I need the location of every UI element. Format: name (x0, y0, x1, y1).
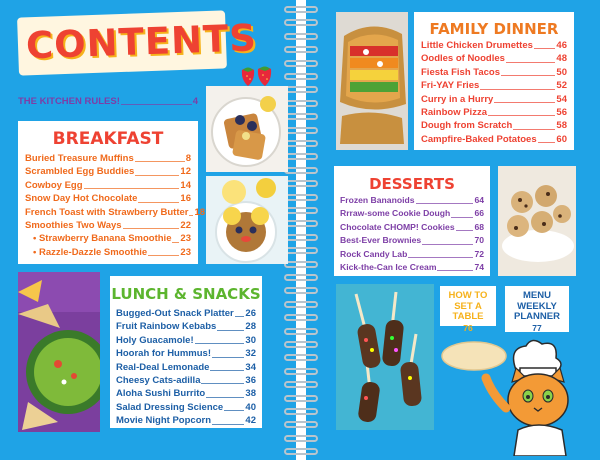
toc-entry[interactable] (116, 320, 256, 333)
toc-page-number: 66 (474, 208, 484, 219)
toc-page-number: 70 (474, 235, 484, 246)
toc-page-number: 30 (245, 334, 256, 346)
toc-entry[interactable] (116, 307, 256, 320)
toc-label: Frozen Bananoids (340, 194, 415, 205)
desserts-section (334, 166, 490, 276)
toc-entry[interactable] (25, 232, 191, 245)
toc-leader (451, 217, 473, 218)
toc-page-number: 34 (245, 361, 256, 373)
spiral-ring (284, 46, 318, 53)
toc-entry[interactable] (116, 361, 256, 374)
menu-weekly-page: 77 (532, 322, 542, 333)
toc-label: Buried Treasure Muffins (25, 152, 134, 164)
toc-page-number: 48 (556, 53, 567, 65)
toc-leader (135, 175, 179, 176)
spiral-ring (284, 100, 318, 107)
guacamole-illustration (18, 272, 100, 432)
spiral-ring (284, 354, 318, 361)
toc-leader (456, 230, 474, 231)
toc-label: Holy Guacamole! (116, 334, 194, 346)
toc-label: Campfire-Baked Potatoes (421, 133, 537, 145)
toc-label: • Razzle-Dazzle Smoothie (33, 246, 148, 258)
strawberries-icon (238, 62, 278, 88)
spiral-ring (284, 247, 318, 254)
spiral-ring (284, 328, 318, 335)
toc-leader (224, 410, 244, 411)
toc-page-number: 4 (192, 95, 198, 107)
lunch-snacks-section (110, 276, 262, 428)
toc-label: Rainbow Pizza (421, 106, 487, 118)
toc-leader (135, 161, 185, 162)
toc-label: Movie Night Popcorn (116, 415, 211, 427)
spiral-ring (284, 207, 318, 214)
spiral-ring (284, 421, 318, 428)
toc-page-number: 36 (245, 374, 256, 386)
toc-label: Snow Day Hot Chocolate (25, 193, 138, 205)
family-dinner-section (414, 12, 574, 150)
toc-entry[interactable] (340, 248, 484, 261)
toc-leader (506, 62, 555, 63)
toc-leader (212, 357, 244, 358)
toc-leader (206, 397, 244, 398)
toc-label: Salad Dressing Science (116, 401, 224, 413)
toc-page-number: 54 (556, 93, 567, 105)
toc-leader (422, 244, 473, 245)
spiral-ring (284, 153, 318, 160)
toc-label: Smoothies Two Ways (25, 219, 122, 231)
toc-page-number: 38 (245, 388, 256, 400)
toc-entry[interactable] (116, 334, 256, 347)
spiral-ring (284, 19, 318, 26)
toc-leader (501, 75, 555, 76)
family-heading: FAMILY DINNER (429, 20, 559, 38)
spiral-ring (284, 301, 318, 308)
toc-label: Kick-the-Can Ice Cream (340, 261, 437, 272)
toc-entry[interactable] (340, 221, 484, 234)
toc-leader (408, 257, 473, 258)
spiral-ring (284, 33, 318, 40)
toc-entry[interactable] (25, 206, 206, 219)
spiral-ring (284, 341, 318, 348)
toc-label: Oodles of Noodles (421, 53, 505, 65)
toast-photo (206, 86, 288, 172)
toc-leader (488, 115, 555, 116)
spiral-ring (284, 287, 318, 294)
spiral-ring (284, 180, 318, 187)
toc-label: • Strawberry Banana Smoothie (33, 233, 172, 245)
toc-label: Little Chicken Drumettes (421, 39, 533, 51)
toc-label: Curry in a Hurry (421, 93, 494, 105)
toast-illustration (206, 86, 288, 172)
toc-entry[interactable] (421, 93, 567, 106)
toc-page-number: 28 (245, 321, 256, 333)
toc-label: Rock Candy Lab (340, 248, 408, 259)
spiral-ring (284, 448, 318, 455)
toc-entry[interactable] (421, 66, 567, 79)
toc-page-number: 58 (556, 120, 567, 132)
toc-leader (480, 89, 555, 90)
toc-label: Dough from Scratch (421, 120, 513, 132)
spiral-ring (284, 381, 318, 388)
toc-page-number: 18 (194, 206, 206, 218)
toc-label: Best-Ever Brownies (340, 235, 422, 246)
toc-leader (416, 203, 474, 204)
breakfast-section (18, 121, 206, 264)
toc-leader (148, 255, 179, 256)
toc-entry[interactable] (340, 194, 484, 207)
lunch-heading: LUNCH & SNACKS (111, 285, 261, 303)
bananoids-illustration (336, 284, 434, 430)
toc-label: Rrraw-some Cookie Dough (340, 208, 451, 219)
toc-leader (437, 270, 473, 271)
toc-page-number: 74 (474, 261, 484, 272)
toc-label: Bugged-Out Snack Platter (116, 307, 234, 319)
toc-leader (121, 104, 192, 105)
toc-page-number: 14 (180, 179, 191, 191)
toc-entry[interactable] (25, 152, 191, 165)
toc-entry[interactable] (25, 219, 191, 232)
spiral-spine (296, 0, 306, 460)
egg-buddies-illustration (206, 176, 288, 264)
egg-buddies-photo (206, 176, 288, 264)
spiral-ring (284, 194, 318, 201)
toc-page-number: 22 (180, 219, 191, 231)
page-title: CONTENTS (25, 16, 258, 68)
contents-title-banner (17, 10, 258, 75)
toc-page-number: 68 (474, 221, 484, 232)
menu-weekly-planner-card[interactable] (505, 286, 569, 332)
toc-leader (138, 202, 179, 203)
toc-entry[interactable] (421, 79, 567, 92)
toc-entry[interactable] (116, 414, 256, 427)
spiral-ring (284, 140, 318, 147)
toc-entry[interactable] (340, 261, 484, 274)
toc-leader (172, 242, 179, 243)
menu-weekly-line1: MENU WEEKLY (517, 290, 557, 312)
toc-entry[interactable] (340, 207, 484, 220)
toc-label: Hoorah for Hummus! (116, 348, 211, 360)
toc-entry[interactable] (116, 387, 256, 400)
desserts-list (334, 194, 490, 274)
breakfast-list (18, 152, 206, 259)
toc-page-number: 12 (180, 166, 191, 178)
toc-label: Cheesy Cats-adilla (116, 374, 201, 386)
toc-entry[interactable] (25, 246, 191, 259)
toc-page-number: 40 (245, 401, 256, 413)
lunch-list (110, 307, 262, 428)
toc-label: Cowboy Egg (25, 179, 83, 191)
how-to-page: 76 (463, 322, 473, 333)
how-to-line1: HOW TO (448, 290, 488, 301)
spiral-ring (284, 127, 318, 134)
toc-entry[interactable] (421, 106, 567, 119)
spiral-ring (284, 274, 318, 281)
spiral-ring (284, 73, 318, 80)
toc-leader (210, 370, 244, 371)
toc-entry[interactable] (116, 374, 256, 387)
spiral-ring (284, 395, 318, 402)
toc-label: Real-Deal Lemonade (116, 361, 210, 373)
toc-leader (513, 129, 555, 130)
menu-weekly-line2: PLANNER (514, 311, 560, 322)
breakfast-heading: BREAKFAST (52, 129, 164, 149)
spiral-ring (284, 314, 318, 321)
toc-page-number: 46 (556, 39, 567, 51)
spiral-ring (284, 408, 318, 415)
toc-page-number: 23 (180, 233, 191, 245)
toc-entry[interactable] (116, 347, 256, 360)
toc-page-number: 60 (556, 133, 567, 145)
toc-leader (201, 383, 244, 384)
toc-leader (195, 343, 245, 344)
toc-label: Scrambled Egg Buddies (25, 166, 135, 178)
toc-leader (84, 188, 180, 189)
spiral-ring (284, 368, 318, 375)
how-to-set-table-card[interactable] (440, 286, 496, 333)
toc-label: THE KITCHEN RULES! (18, 95, 120, 107)
toc-entry[interactable] (116, 401, 256, 414)
toc-label: Chocolate CHOMP! Cookies (340, 221, 455, 232)
toc-leader (235, 316, 245, 317)
toc-page-number: 23 (180, 246, 191, 258)
toc-page-number: 32 (245, 348, 256, 360)
cookie-dough-illustration (498, 166, 576, 276)
toc-page-number: 16 (180, 193, 191, 205)
toc-label: Fiesta Fish Tacos (421, 66, 501, 78)
toc-entry[interactable] (421, 133, 567, 146)
toc-label: Fruit Rainbow Kebabs (116, 321, 217, 333)
toc-leader (189, 215, 193, 216)
toc-entry[interactable] (25, 192, 191, 205)
toc-page-number: 50 (556, 66, 567, 78)
spiral-ring (284, 220, 318, 227)
spiral-ring (284, 435, 318, 442)
family-list (414, 39, 574, 146)
chef-cat-icon (476, 334, 584, 456)
spiral-ring (284, 60, 318, 67)
toc-leader (534, 48, 556, 49)
toc-entry[interactable] (25, 179, 191, 192)
toc-entry[interactable] (421, 119, 567, 132)
rainbow-pizza-illustration (336, 12, 408, 150)
bananoids-photo (336, 284, 434, 430)
how-to-line2: SET A TABLE (452, 300, 484, 322)
guacamole-photo (18, 272, 100, 432)
toc-leader (494, 102, 555, 103)
cookie-dough-photo (498, 166, 576, 276)
toc-page-number: 64 (474, 194, 484, 205)
toc-entry-kitchen-rules[interactable] (18, 95, 198, 108)
toc-label: French Toast with Strawberry Butter (25, 206, 189, 218)
spiral-ring (284, 261, 318, 268)
toc-entry[interactable] (25, 165, 191, 178)
spiral-ring (284, 86, 318, 93)
toc-page-number: 42 (245, 415, 256, 427)
toc-label: Fri-YAY Fries (421, 80, 480, 92)
toc-page-number: 8 (185, 152, 191, 164)
toc-page-number: 26 (245, 307, 256, 319)
toc-leader (212, 424, 244, 425)
rainbow-pizza-photo (336, 12, 408, 150)
spiral-ring (284, 234, 318, 241)
spiral-ring (284, 113, 318, 120)
toc-leader (538, 142, 556, 143)
toc-page-number: 56 (556, 106, 567, 118)
toc-entry[interactable] (421, 39, 567, 52)
toc-page-number: 72 (474, 248, 484, 259)
toc-page-number: 52 (556, 80, 567, 92)
toc-label: Aloha Sushi Burrito (116, 388, 206, 400)
toc-entry[interactable] (421, 52, 567, 65)
toc-entry[interactable] (340, 234, 484, 247)
desserts-heading: DESSERTS (369, 175, 455, 193)
spiral-ring (284, 167, 318, 174)
toc-leader (123, 228, 180, 229)
spiral-ring (284, 6, 318, 13)
toc-leader (217, 330, 244, 331)
